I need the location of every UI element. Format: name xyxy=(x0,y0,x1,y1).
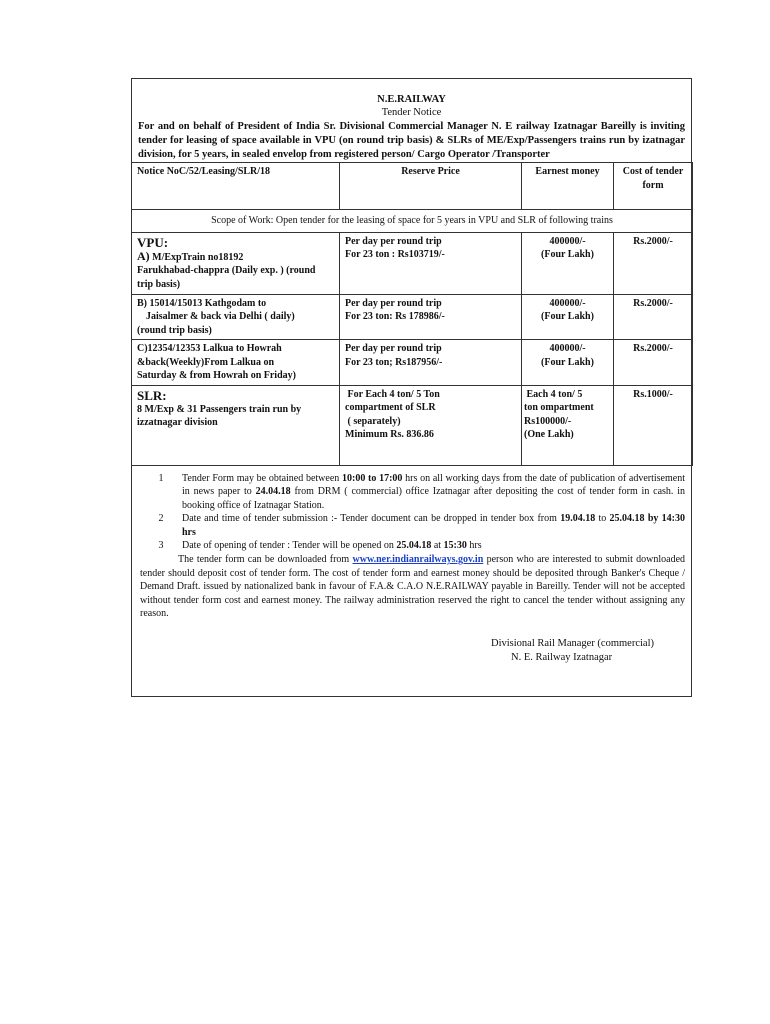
notice-number: Notice NoC/52/Leasing/SLR/18 xyxy=(132,163,340,210)
term-time: 15:30 xyxy=(443,540,467,552)
earnest-line: ton ompartment xyxy=(524,402,594,413)
reserve-price-c xyxy=(340,340,522,386)
term-text-part: hrs on all working days from the date of publication of advertisement in news paper to xyxy=(182,472,685,498)
reserve-price-slr xyxy=(340,385,522,465)
desc-line: B) 15014/15013 Kathgodam to xyxy=(137,297,267,309)
price-line: For 23 ton; Rs187956/- xyxy=(345,356,443,368)
earnest-line: (Four Lakh) xyxy=(541,249,594,260)
category-vpu: VPU: xyxy=(137,234,169,250)
earnest-line: 400000/- xyxy=(549,343,586,354)
table-row xyxy=(132,294,693,340)
desc-line: 8 M/Exp & 31 Passengers train run by izzatnagar division xyxy=(137,403,302,428)
table-row xyxy=(132,232,693,294)
earnest-slr xyxy=(522,385,614,465)
cost-a: Rs.2000/- xyxy=(614,232,693,294)
signature-office: N. E. Railway Izatnagar xyxy=(511,652,613,664)
col-earnest-money: Earnest money xyxy=(522,163,614,210)
price-line: Per day per round trip xyxy=(345,297,442,309)
price-line: Per day per round trip xyxy=(345,235,442,247)
term-item-1 xyxy=(140,472,685,513)
cost-b: Rs.2000/- xyxy=(614,294,693,340)
desc-line: M/ExpTrain no18192 xyxy=(152,251,244,263)
term-date: 19.04.18 xyxy=(560,513,596,525)
reserve-price-b xyxy=(340,294,522,340)
org-title: N.E.RAILWAY xyxy=(377,94,446,105)
download-paragraph xyxy=(140,553,685,621)
para-text: The tender form can be downloaded from xyxy=(178,554,350,566)
term-item-3 xyxy=(140,539,685,553)
price-line: Minimum Rs. 836.86 xyxy=(345,429,434,440)
signature-block xyxy=(132,637,691,665)
term-text xyxy=(182,472,685,513)
term-text-part: Tender Form may be obtained between xyxy=(182,472,340,484)
intro-paragraph: For and on behalf of President of India Sr. Divisional Commercial Manager N. E railway Izatnagar Bareilly is inviting tender for leasing of space available in VPU (on round trip basis) & SLRs of ME/Exp/Passengers trains run by izatnagar division, for 5 years, in sealed envelop from registered person/ Cargo Operator /Transporter xyxy=(138,121,685,160)
desc-line: Jaisalmer & back via Delhi ( daily) xyxy=(146,311,295,322)
para-text: person who are interested to submit downloaded tender should deposit cost of tender form. The cost of tender form and earnest money should be deposited through Banker's Cheque / Demand Draft. issued by nationalized bank in favour of F.A.& C.A.O N.E.RAILWAY payable in Bareilly. Tender will not be accepted without tender form cost and earnest money. The railway administration reserved the right to cancel the tender without assigning any reason. xyxy=(140,554,686,620)
term-number: 2 xyxy=(158,513,164,525)
term-text xyxy=(182,512,685,539)
price-line: Per day per round trip xyxy=(345,343,442,354)
tender-notice xyxy=(131,78,692,697)
term-number: 3 xyxy=(158,540,164,552)
term-time: 10:00 to 17:00 xyxy=(342,472,403,484)
cost-slr: Rs.1000/- xyxy=(614,385,693,465)
reserve-price-a xyxy=(340,232,522,294)
scope-of-work: Scope of Work: Open tender for the leasing of space for 5 years in VPU and SLR of following trains xyxy=(132,210,693,233)
table-row xyxy=(132,385,693,465)
term-number: 1 xyxy=(158,472,164,484)
terms-section xyxy=(132,466,691,622)
earnest-a xyxy=(522,232,614,294)
price-line: For 23 ton : Rs103719/- xyxy=(345,249,445,260)
term-text-part: Date of opening of tender : Tender will be opened on xyxy=(182,540,394,552)
earnest-line: (One Lakh) xyxy=(524,429,574,440)
table-header-row xyxy=(132,163,693,210)
earnest-line: (Four Lakh) xyxy=(541,311,594,322)
price-line: For 23 ton: Rs 178986/- xyxy=(345,311,445,322)
website-link[interactable]: www.ner.indianrailways.gov.in xyxy=(352,554,484,566)
earnest-line: 400000/- xyxy=(549,235,586,247)
col-reserve-price: Reserve Price xyxy=(340,163,522,210)
desc-rest: Farukhabad-chappra (Daily exp. ) (round trip basis) xyxy=(137,265,316,290)
row-prefix: A) xyxy=(137,248,150,263)
tender-table xyxy=(131,162,693,466)
earnest-c xyxy=(522,340,614,386)
term-date: 25.04.18 by 14:30 hrs xyxy=(182,513,685,538)
price-line: For Each 4 ton/ 5 Ton xyxy=(347,388,440,400)
earnest-line: Each 4 ton/ 5 xyxy=(526,388,583,400)
category-slr: SLR: xyxy=(137,387,167,403)
term-item-2 xyxy=(140,512,685,539)
price-line: compartment of SLR xyxy=(345,402,436,413)
desc-line: &back(Weekly)From Lalkua on xyxy=(137,356,275,368)
train-desc-c xyxy=(132,340,340,386)
train-desc-slr xyxy=(132,385,340,465)
signature-title: Divisional Rail Manager (commercial) xyxy=(491,638,654,650)
desc-line: Saturday & from Howrah on Friday) xyxy=(137,370,296,381)
notice-subtitle: Tender Notice xyxy=(381,107,442,118)
term-date: 25.04.18 xyxy=(396,540,432,552)
term-date: 24.04.18 xyxy=(255,486,291,498)
term-text-part: from DRM ( commercial) office Izatnagar after depositing the cost of tender form in cash. in booking office of Izatnagar Station. xyxy=(182,486,686,511)
earnest-b xyxy=(522,294,614,340)
col-cost-of-tender: Cost of tender form xyxy=(614,163,693,210)
train-desc-b xyxy=(132,294,340,340)
train-desc-a xyxy=(132,232,340,294)
earnest-line: Rs100000/- xyxy=(524,415,572,427)
earnest-line: 400000/- xyxy=(549,297,586,309)
scope-row xyxy=(132,210,693,233)
notice-header xyxy=(132,79,691,119)
term-text-part: hrs xyxy=(469,540,482,552)
cost-c: Rs.2000/- xyxy=(614,340,693,386)
price-line: ( separately) xyxy=(347,415,401,427)
earnest-line: (Four Lakh) xyxy=(541,356,594,368)
desc-line: (round trip basis) xyxy=(137,324,212,336)
term-text xyxy=(182,539,685,553)
term-text-part: Date and time of tender submission :- Tender document can be dropped in tender box from xyxy=(182,513,557,525)
term-text-part: to xyxy=(598,513,607,525)
table-row xyxy=(132,340,693,386)
desc-line: C)12354/12353 Lalkua to Howrah xyxy=(137,343,282,354)
term-text-part: at xyxy=(433,540,442,552)
